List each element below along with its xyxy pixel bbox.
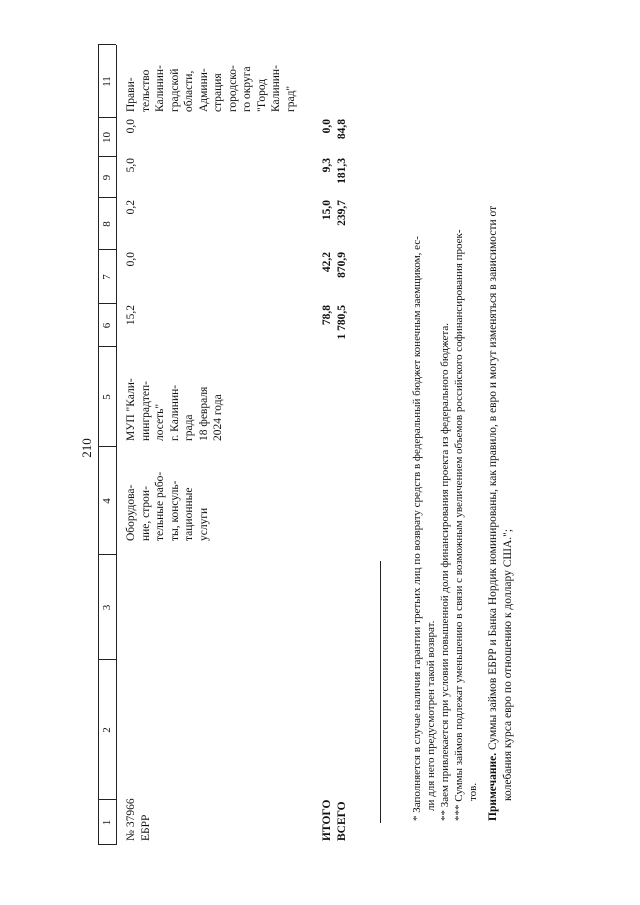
value-col8: 0,2 bbox=[125, 200, 137, 215]
table-header-border bbox=[116, 45, 117, 845]
col-header-11: 11 bbox=[101, 76, 113, 87]
total-col10: 0,0 84,8 bbox=[321, 119, 348, 140]
footnote-2: ** Заем привлекается при условии повышенной доли финансирования проекта из федерального бюджета. bbox=[439, 322, 451, 821]
total-col9: 9,3 181,3 bbox=[321, 158, 348, 184]
footnote-1: * Заполняется в случае наличия гарантии третьих лиц по возврату средств в федеральный бюджет конечным заемщиком, ес- bbox=[411, 236, 423, 821]
col-header-3: 3 bbox=[101, 604, 113, 611]
footnote-separator bbox=[380, 561, 381, 823]
note-label: Примечание. bbox=[487, 752, 499, 821]
value-col10: 0,0 bbox=[125, 119, 137, 134]
rotated-table-page bbox=[98, 45, 638, 845]
value-col9: 5,0 bbox=[125, 158, 137, 173]
col-header-1: 1 bbox=[101, 819, 113, 826]
page-number: 210 bbox=[79, 438, 94, 458]
col-header-2: 2 bbox=[101, 727, 113, 733]
value-col7: 0,0 bbox=[125, 252, 137, 267]
col-header-4: 4 bbox=[101, 498, 113, 504]
footnote-3-cont: тов. bbox=[467, 782, 479, 801]
col-header-5: 5 bbox=[101, 394, 113, 400]
borrower-cell: МУП "Кали- нинградтеп- лосеть" г. Калинин- града 18 февраля 2024 года bbox=[125, 378, 224, 441]
loan-number-cell: № 37966 ЕБРР bbox=[125, 798, 152, 841]
total-col6: 78,8 1 780,5 bbox=[321, 305, 348, 340]
col-header-10: 10 bbox=[101, 132, 113, 143]
col-header-6: 6 bbox=[101, 322, 113, 329]
total-col7: 42,2 870,9 bbox=[321, 252, 348, 278]
col-header-7: 7 bbox=[101, 274, 113, 280]
purpose-cell: Оборудова- ние, строи- тельные рабо- ты, консуль- тационные услуги bbox=[125, 471, 210, 541]
footnote-3: *** Суммы займов подлежат уменьшению в связи с возможным увеличением объемов российского софинансирования проек- bbox=[453, 229, 465, 821]
totals-labels: ИТОГО ВСЕГО bbox=[321, 799, 348, 841]
note-line-1 bbox=[486, 41, 500, 821]
note-line-2: колебания курса евро по отношению к доллару США."; bbox=[502, 528, 514, 801]
col-header-8: 8 bbox=[101, 221, 113, 227]
total-col8: 15,0 239,7 bbox=[321, 200, 348, 226]
responsible-cell: Прави- тельство Калинин- градской области, Админи- страция городско- го округа "Город Калинин- град" bbox=[125, 65, 297, 112]
col-header-9: 9 bbox=[101, 174, 113, 181]
value-col6: 15,2 bbox=[125, 305, 137, 326]
footnote-1-cont: ли для него предусмотрен такой возврат. bbox=[425, 620, 437, 811]
note-text: Суммы займов ЕБРР и Банка Нордик номинированы, как правило, в евро и могут изменяться в зависимости от bbox=[487, 205, 499, 753]
